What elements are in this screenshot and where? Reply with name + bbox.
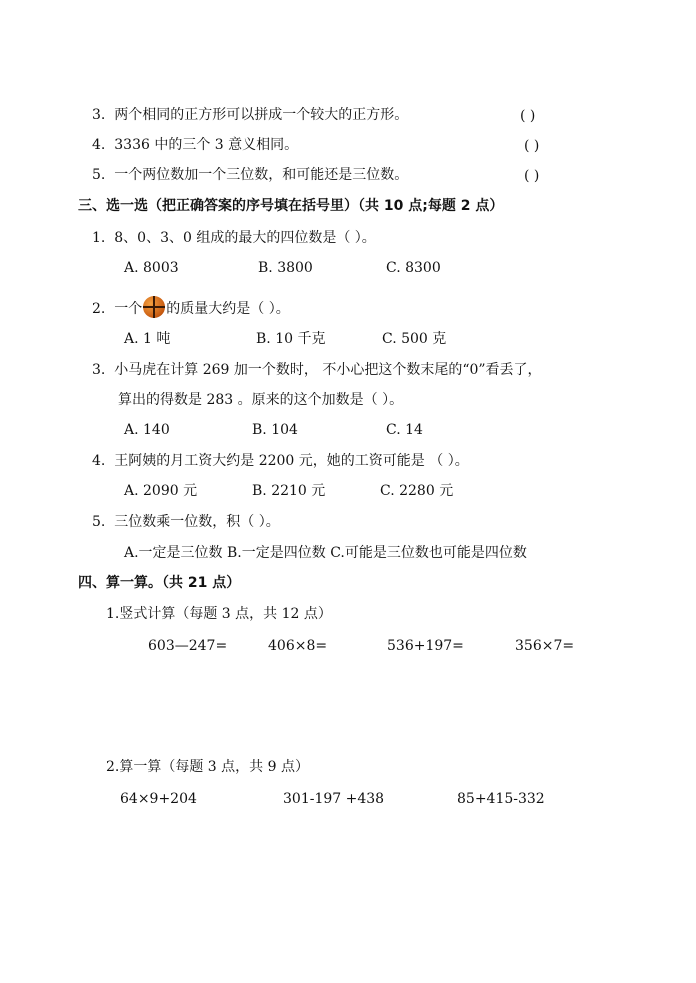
section-heading-calc: 四、算一算。（共 21 点） xyxy=(78,575,241,591)
question-text: 王阿姨的月工资大约是 2200 元，她的工资可能是 （ ）。 xyxy=(114,453,469,469)
option-b[interactable]: B. 10 千克 xyxy=(256,331,326,347)
item-text: 一个两位数加一个三位数，和可能还是三位数。 xyxy=(114,167,409,183)
calc-problem: 356×7= xyxy=(515,638,575,654)
calc-problem: 85+415-332 xyxy=(457,791,545,807)
item-number: 4. xyxy=(92,137,106,153)
question-text-before: 一个 xyxy=(114,301,143,317)
question-number: 4. xyxy=(92,453,106,469)
choice-question-2 xyxy=(92,296,290,319)
question-text: 8、0、3、0 组成的最大的四位数是（ ）。 xyxy=(114,230,376,246)
option-c[interactable]: C. 14 xyxy=(386,422,423,438)
answer-paren[interactable]: ( ) xyxy=(520,108,536,124)
choice-question-5 xyxy=(92,512,280,532)
item-text: 两个相同的正方形可以拼成一个较大的正方形。 xyxy=(114,107,409,123)
question-text-after: 的质量大约是（ ）。 xyxy=(166,301,290,317)
option-b[interactable]: B. 2210 元 xyxy=(252,483,326,499)
calc-problem: 64×9+204 xyxy=(120,791,197,807)
section-heading-choose: 三、选一选（把正确答案的序号填在括号里）（共 10 点;每题 2 点） xyxy=(78,198,504,214)
question-number: 5. xyxy=(92,514,106,530)
calc-problem: 406×8= xyxy=(268,638,328,654)
basketball-icon xyxy=(143,296,165,318)
calc-problem: 603—247= xyxy=(148,638,228,654)
option-a[interactable]: A. 140 xyxy=(124,422,170,438)
question-number: 1. xyxy=(92,230,106,246)
item-number: 5. xyxy=(92,167,106,183)
question-number: 2. xyxy=(92,301,106,317)
subsection-title-vertical-calc: 1.竖式计算（每题 3 点，共 12 点） xyxy=(106,606,332,622)
calc-problem: 536+197= xyxy=(387,638,464,654)
option-a[interactable]: A. 1 吨 xyxy=(124,331,171,347)
option-b[interactable]: B. 104 xyxy=(252,422,298,438)
question-text-line2: 算出的得数是 283 。原来的这个加数是（ ）。 xyxy=(118,392,404,408)
item-text: 3336 中的三个 3 意义相同。 xyxy=(114,137,299,153)
item-number: 3. xyxy=(92,107,106,123)
question-text: 三位数乘一位数，积（ ）。 xyxy=(114,514,280,530)
answer-paren[interactable]: ( ) xyxy=(524,138,540,154)
choice-question-3 xyxy=(92,360,542,380)
option-c[interactable]: C. 8300 xyxy=(386,260,441,276)
subsection-title-mixed-calc: 2.算一算（每题 3 点，共 9 点） xyxy=(106,759,309,775)
question-text-line1: 小马虎在计算 269 加一个数时， 不小心把这个数末尾的“0”看丢了， xyxy=(114,362,542,378)
judge-item-3 xyxy=(92,105,408,125)
choice-question-4 xyxy=(92,451,469,471)
answer-paren[interactable]: ( ) xyxy=(524,168,540,184)
option-c[interactable]: C. 2280 元 xyxy=(380,483,454,499)
option-c[interactable]: C. 500 克 xyxy=(382,331,447,347)
option-a[interactable]: A. 2090 元 xyxy=(124,483,198,499)
options-line[interactable]: A.一定是三位数 B.一定是四位数 C.可能是三位数也可能是四位数 xyxy=(124,545,527,561)
judge-item-5 xyxy=(92,165,408,185)
question-number: 3. xyxy=(92,362,106,378)
calc-problem: 301-197 +438 xyxy=(283,791,385,807)
judge-item-4 xyxy=(92,135,298,155)
option-b[interactable]: B. 3800 xyxy=(258,260,313,276)
option-a[interactable]: A. 8003 xyxy=(124,260,179,276)
choice-question-1 xyxy=(92,228,376,248)
